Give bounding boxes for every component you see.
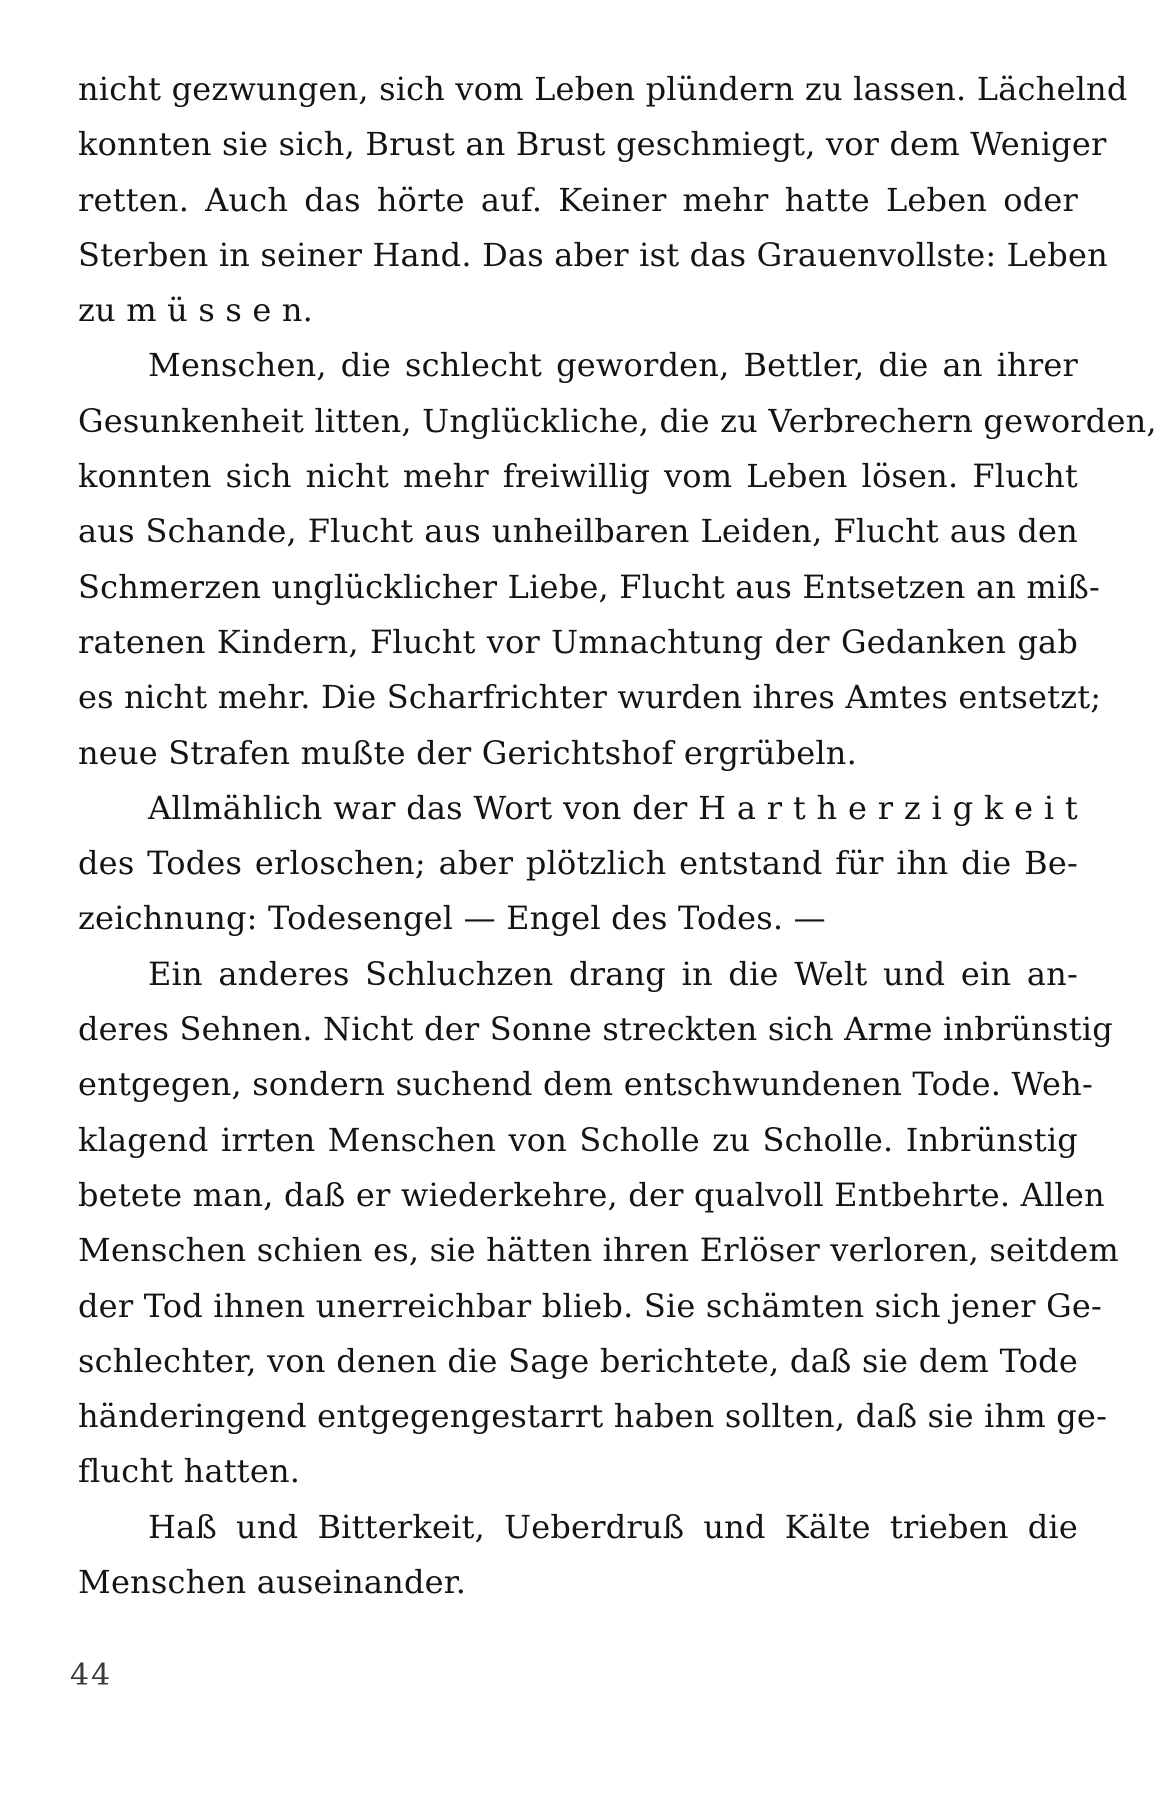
text-line: Sterben in seiner Hand. Das aber ist das Grauenvollste: Leben: [78, 235, 1108, 274]
text-line: klagend irrten Menschen von Scholle zu Scholle. Inbrünstig: [78, 1120, 1078, 1159]
text-line: schlechter, von denen die Sage berichtete, daß sie dem Tode: [78, 1341, 1078, 1380]
text-line: der Tod ihnen unerreichbar blieb. Sie schämten sich jener Ge-: [78, 1286, 1103, 1325]
text-line: deres Sehnen. Nicht der Sonne streckten sich Arme inbrünstig: [78, 1010, 1113, 1049]
text-line: konnten sie sich, Brust an Brust geschmiegt, vor dem Weniger: [78, 125, 1107, 164]
text-line: zu m ü s s e n.: [78, 291, 314, 330]
text-line: Schmerzen unglücklicher Liebe, Flucht aus Entsetzen an miß-: [78, 567, 1101, 606]
text-line: nicht gezwungen, sich vom Leben plündern zu lassen. Lächelnd: [78, 70, 1128, 108]
text-line: neue Strafen mußte der Gerichtshof ergrübeln.: [78, 733, 857, 772]
text-line: ratenen Kindern, Flucht vor Umnachtung der Gedanken gab: [78, 622, 1078, 661]
text-line: Ein anderes Schluchzen drang in die Welt und ein an-: [148, 954, 1078, 993]
text-line: zeichnung: Todesengel — Engel des Todes. —: [78, 899, 826, 938]
text-line: entgegen, sondern suchend dem entschwundenen Tode. Weh-: [78, 1065, 1093, 1104]
text-line: Allmählich war das Wort von der H a r t h e r z i g k e i t: [148, 788, 1078, 827]
text-line: Menschen, die schlecht geworden, Bettler, die an ihrer: [148, 346, 1078, 385]
text-line: Menschen schien es, sie hätten ihren Erlöser verloren, seitdem: [78, 1231, 1119, 1270]
text-line: aus Schande, Flucht aus unheilbaren Leiden, Flucht aus den: [78, 512, 1078, 551]
text-line: Haß und Bitterkeit, Ueberdruß und Kälte trieben die: [148, 1507, 1078, 1546]
body-text: [78, 62, 1157, 1610]
text-line: händeringend entgegengestarrt haben sollten, daß sie ihm ge-: [78, 1397, 1108, 1436]
text-line: Menschen auseinander.: [78, 1563, 467, 1602]
text-line: retten. Auch das hörte auf. Keiner mehr hatte Leben oder: [78, 180, 1078, 219]
text-line: Gesunkenheit litten, Unglückliche, die zu Verbrechern geworden,: [78, 401, 1157, 440]
text-line: des Todes erloschen; aber plötzlich entstand für ihn die Be-: [78, 844, 1078, 883]
text-line: konnten sich nicht mehr freiwillig vom Leben lösen. Flucht: [78, 457, 1078, 496]
text-line: betete man, daß er wiederkehre, der qualvoll Entbehrte. Allen: [78, 1175, 1105, 1214]
page-number: 44: [70, 1658, 113, 1693]
text-line: es nicht mehr. Die Scharfrichter wurden ihres Amtes entsetzt;: [78, 678, 1102, 717]
text-line: flucht hatten.: [78, 1452, 301, 1491]
